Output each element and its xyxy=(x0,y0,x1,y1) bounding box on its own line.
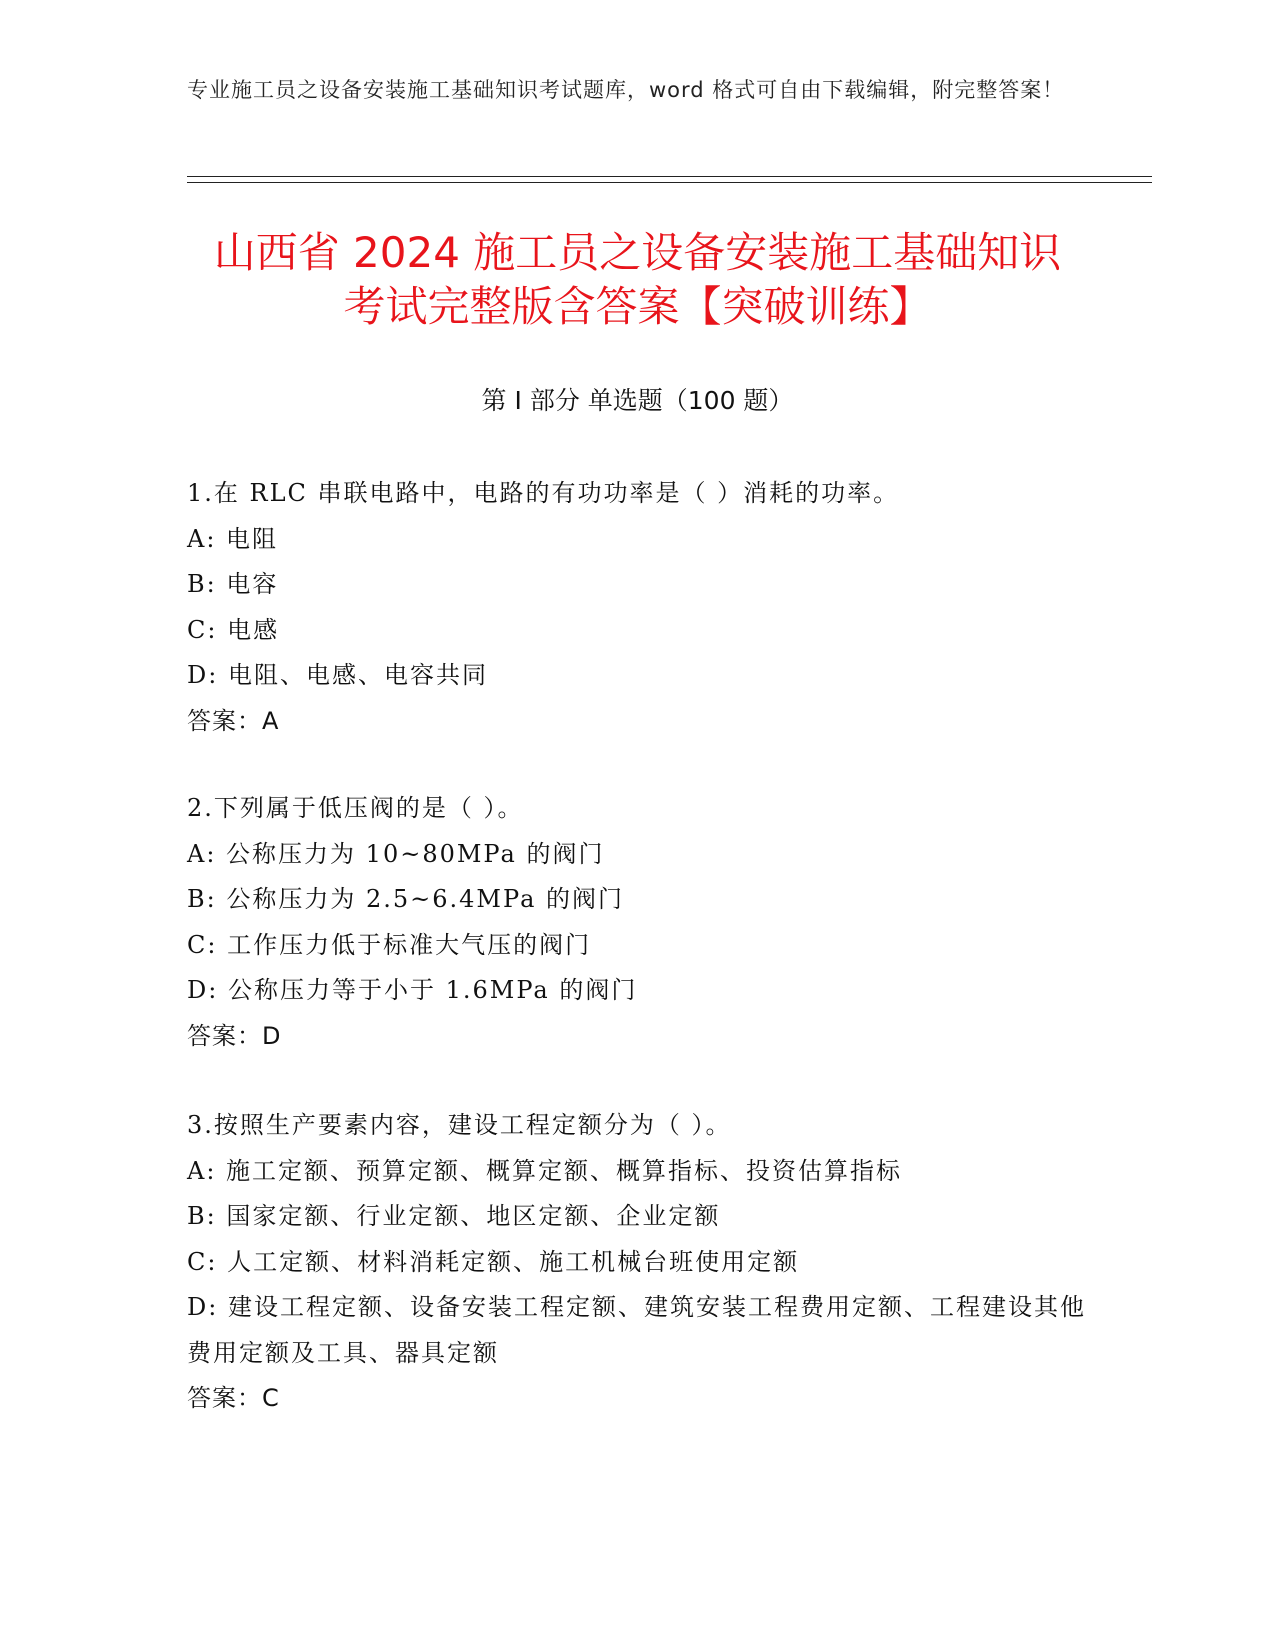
question-1 xyxy=(187,471,1087,744)
document-title xyxy=(150,226,1125,334)
answer-label: 答案：A xyxy=(187,706,280,735)
question-3 xyxy=(187,1103,1087,1422)
option-c: C: 电感 xyxy=(187,615,280,644)
question-2 xyxy=(187,786,1087,1059)
question-stem: 2.下列属于低压阀的是（ ）。 xyxy=(187,794,524,822)
option-a: A: 公称压力为 10~80MPa 的阀门 xyxy=(187,839,605,868)
option-c: C: 工作压力低于标准大气压的阀门 xyxy=(187,930,592,959)
section-heading: 第 I 部分 单选题（100 题） xyxy=(481,386,794,415)
option-c: C: 人工定额、材料消耗定额、施工机械台班使用定额 xyxy=(187,1247,800,1276)
header-divider-top xyxy=(187,176,1152,177)
question-stem: 1.在 RLC 串联电路中，电路的有功功率是（ ）消耗的功率。 xyxy=(187,479,900,507)
option-a: A: 电阻 xyxy=(187,524,279,553)
option-a: A: 施工定额、预算定额、概算定额、概算指标、投资估算指标 xyxy=(187,1156,903,1185)
header-divider-bottom xyxy=(187,182,1152,183)
header-note: 专业施工员之设备安装施工基础知识考试题库，word 格式可自由下载编辑，附完整答案！ xyxy=(187,78,1065,102)
question-stem: 3.按照生产要素内容，建设工程定额分为（ ）。 xyxy=(187,1111,732,1139)
title-line-2: 考试完整版含答案【突破训练】 xyxy=(343,282,932,331)
option-d: D: 建设工程定额、设备安装工程定额、建筑安装工程费用定额、工程建设其他费用定额及工具、器具定额 xyxy=(187,1293,1086,1367)
option-b: B: 国家定额、行业定额、地区定额、企业定额 xyxy=(187,1202,721,1230)
answer-label: 答案：C xyxy=(187,1384,280,1412)
option-d: D: 公称压力等于小于 1.6MPa 的阀门 xyxy=(187,976,638,1004)
option-b: B: 公称压力为 2.5~6.4MPa 的阀门 xyxy=(187,885,625,913)
answer-label: 答案：D xyxy=(187,1021,282,1050)
title-line-1: 山西省 2024 施工员之设备安装施工基础知识 xyxy=(213,228,1062,277)
option-d: D: 电阻、电感、电容共同 xyxy=(187,661,488,689)
option-b: B: 电容 xyxy=(187,570,279,598)
